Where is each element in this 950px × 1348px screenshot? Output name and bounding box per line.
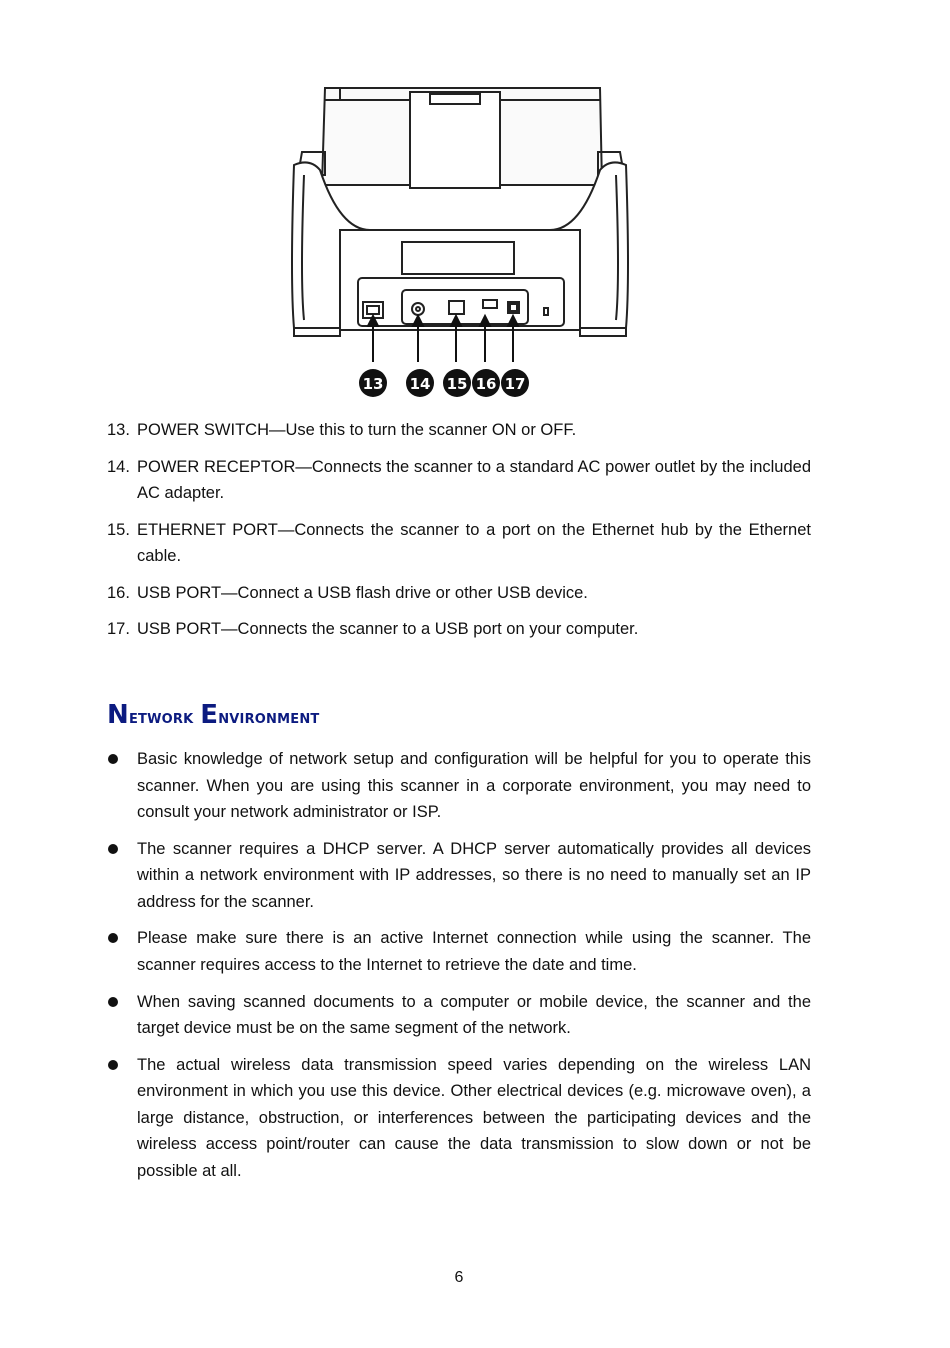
callout-16-label: 16 — [475, 375, 497, 393]
callout-15-label: 15 — [446, 375, 468, 393]
item-text: POWER SWITCH—Use this to turn the scanner ON or OFF. — [137, 421, 577, 439]
item-text: USB PORT—Connect a USB flash drive or other USB device. — [137, 583, 588, 602]
item-number: 17. — [107, 620, 130, 638]
bullet-text: Basic knowledge of network setup and configuration will be helpful for you to operate this scanner. When you are using this scanner in a corporate environment, you may need to consult your network administrator or ISP. — [137, 750, 811, 821]
port-description-list — [107, 417, 811, 653]
item-number: 15. — [107, 520, 130, 539]
bullet-text: When saving scanned documents to a computer or mobile device, the scanner and the target device must be on the same segment of the network. — [137, 992, 811, 1038]
list-item — [107, 616, 811, 643]
list-item — [107, 517, 811, 570]
scanner-rear-view-figure — [280, 80, 640, 402]
item-number: 16. — [107, 583, 130, 602]
scanner-rear-illustration — [280, 80, 640, 402]
bullet-text: Please make sure there is an active Internet connection while using the scanner. The scanner requires access to the Internet to retrieve the date and time. — [137, 929, 811, 974]
list-item — [107, 746, 811, 826]
list-item — [107, 1052, 811, 1185]
item-text: ETHERNET PORT—Connects the scanner to a port on the Ethernet hub by the Ethernet cable. — [137, 520, 811, 565]
bullet-text: The actual wireless data transmission speed varies depending on the wireless LAN environment in which you use this device. Other electrical devices (e.g. microwave oven), a large distance, obstruction, or interferences between the participating devices and the wireless access point/router can cause the data transmission to slow down or not be possible at all. — [137, 1055, 811, 1180]
item-number: 14. — [107, 457, 130, 476]
bullet-icon — [108, 844, 118, 854]
list-item — [107, 580, 811, 607]
section-heading: Network Environment — [107, 700, 320, 730]
callout-17-label: 17 — [504, 375, 526, 393]
bullet-text: The scanner requires a DHCP server. A DHCP server automatically provides all devices within a network environment with IP addresses, so there is no need to manually set an IP address for the scanner. — [137, 839, 811, 911]
bullet-icon — [108, 1060, 118, 1070]
callout-14-label: 14 — [409, 375, 431, 393]
bullet-icon — [108, 997, 118, 1007]
network-requirements-list — [107, 746, 811, 1194]
list-item — [107, 836, 811, 916]
bullet-icon — [108, 754, 118, 764]
bullet-icon — [108, 933, 118, 943]
page-number: 6 — [454, 1269, 464, 1286]
callout-13-label: 13 — [362, 375, 384, 393]
list-item — [107, 989, 811, 1042]
list-item — [107, 417, 811, 444]
list-item — [107, 925, 811, 978]
item-text: POWER RECEPTOR—Connects the scanner to a standard AC power outlet by the included AC adapter. — [137, 457, 811, 502]
item-number: 13. — [107, 421, 130, 439]
item-text: USB PORT—Connects the scanner to a USB port on your computer. — [137, 620, 639, 638]
list-item — [107, 454, 811, 507]
